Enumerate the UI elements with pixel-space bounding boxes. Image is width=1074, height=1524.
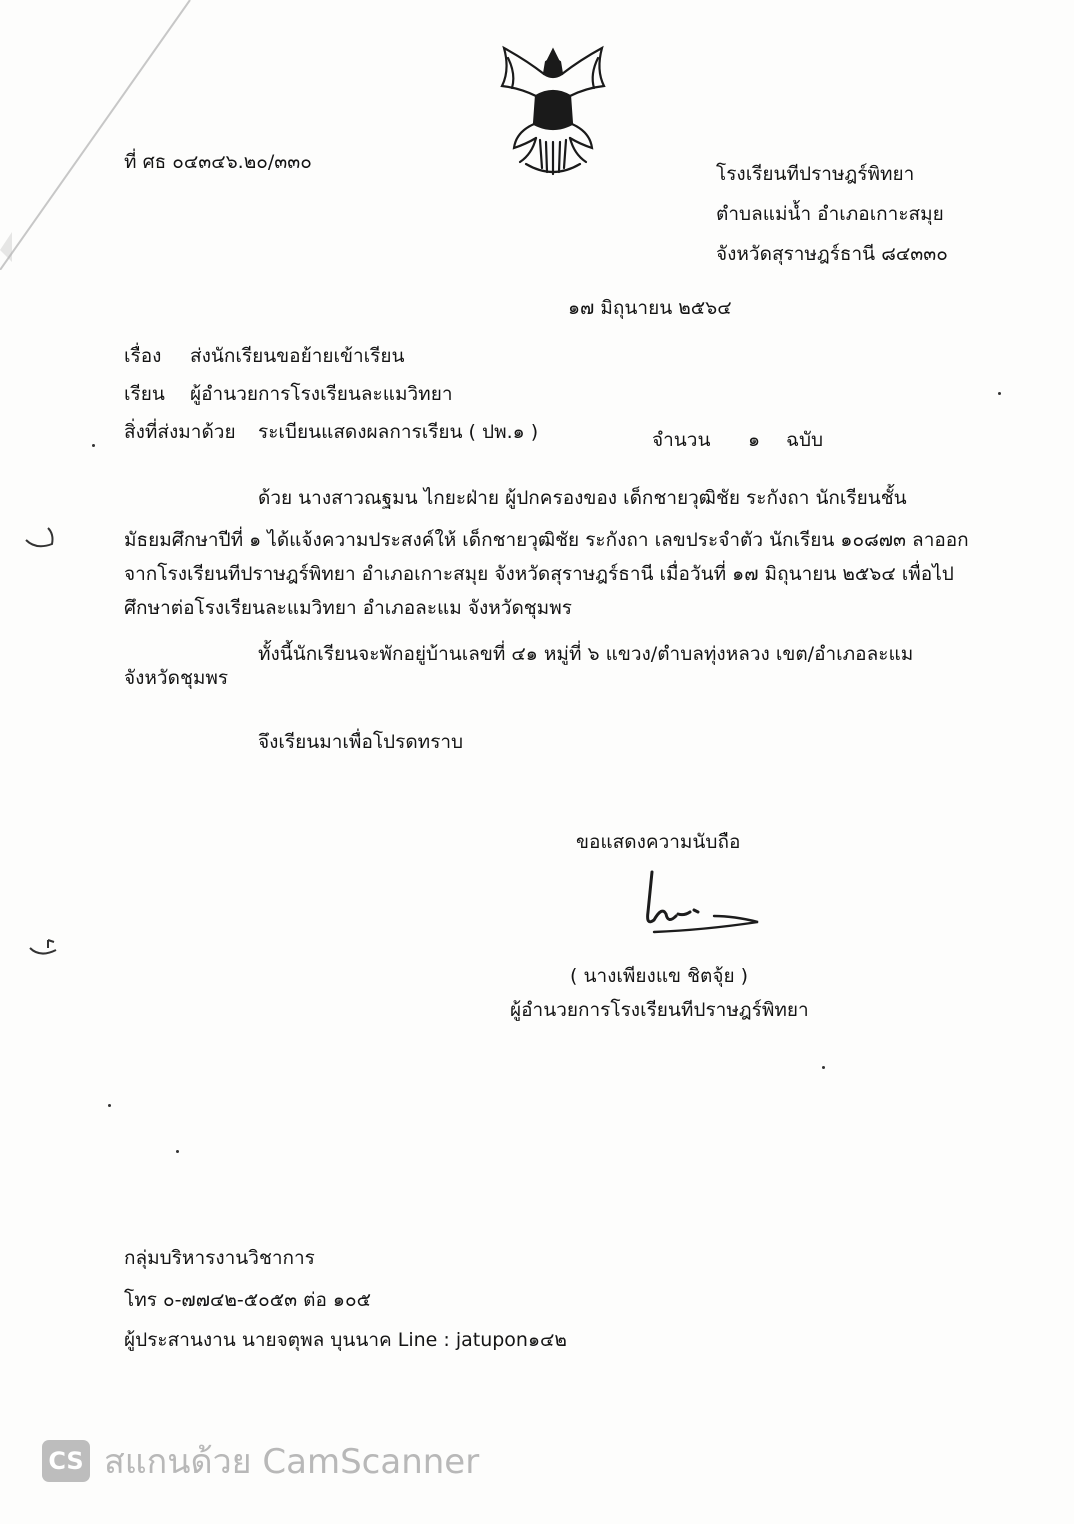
subject-label: เรื่อง: [124, 345, 162, 367]
subject-text: ส่งนักเรียนขอย้ายเข้าเรียน: [190, 345, 405, 367]
scan-speck: [998, 392, 1001, 395]
footer-phone: โทร ๐-๗๗๔๒-๕๐๕๓ ต่อ ๑๐๕: [124, 1289, 371, 1311]
body-paragraph-1-line-3: จากโรงเรียนทีปราษฎร์พิทยา อำเภอเกาะสมุย จังหวัดสุราษฎร์ธานี เมื่อวันที่ ๑๗ มิถุนายน ๒๕๖๔ เพื่อไป: [124, 563, 954, 585]
body-paragraph-2-line-1: ทั้งนี้นักเรียนจะพักอยู่บ้านเลขที่ ๔๑ หมู่ที่ ๖ แขวง/ตำบลทุ่งหลวง เขต/อำเภอละแม: [258, 643, 914, 665]
scan-speck: [92, 444, 95, 447]
hole-punch-mark-icon: [20, 520, 60, 560]
sender-address-line-3: จังหวัดสุราษฎร์ธานี ๘๔๓๓๐: [716, 243, 948, 265]
enclosure-quantity-label: จำนวน: [652, 429, 711, 451]
letter-date: ๑๗ มิถุนายน ๒๕๖๔: [568, 297, 732, 319]
body-paragraph-1-line-1: ด้วย นางสาวณฐมน ไกยะฝ่าย ผู้ปกครองของ เด็กชายวุฒิชัย ระกังถา นักเรียนชั้น: [258, 487, 907, 509]
signer-title: ผู้อำนวยการโรงเรียนทีปราษฎร์พิทยา: [510, 999, 809, 1021]
closing-sentence: จึงเรียนมาเพื่อโปรดทราบ: [258, 731, 464, 753]
recipient-text: ผู้อำนวยการโรงเรียนละแมวิทยา: [190, 383, 453, 405]
footer-coordinator: ผู้ประสานงาน นายจตุพล บุนนาค Line : jatupon๑๔๒: [124, 1329, 567, 1351]
footer-department: กลุ่มบริหารงานวิชาการ: [124, 1247, 315, 1269]
enclosure-label: สิ่งที่ส่งมาด้วย: [124, 421, 236, 443]
body-paragraph-2-line-2: จังหวัดชุมพร: [124, 667, 229, 689]
reference-number: ที่ ศธ ๐๔๓๔๖.๒๐/๓๓๐: [124, 151, 312, 173]
scan-speck: [176, 1150, 179, 1153]
recipient-label: เรียน: [124, 383, 165, 405]
paper-fold-shadow: [0, 0, 200, 270]
scan-speck: [822, 1066, 825, 1069]
camscanner-logo-icon: CS: [42, 1440, 90, 1482]
sender-address-line-1: โรงเรียนทีปราษฎร์พิทยา: [716, 163, 915, 185]
handwritten-signature: [624, 866, 764, 946]
body-paragraph-1-line-2: มัธยมศึกษาปีที่ ๑ ได้แจ้งความประสงค์ให้ เด็กชายวุฒิชัย ระกังถา เลขประจำตัว นักเรียน ๑๐๘๗๓ ลาออก: [124, 529, 969, 551]
complimentary-close: ขอแสดงความนับถือ: [576, 831, 741, 853]
sender-address-line-2: ตำบลแม่น้ำ อำเภอเกาะสมุย: [716, 203, 944, 225]
enclosure-quantity-unit: ฉบับ: [786, 429, 824, 451]
camscanner-watermark: สแกนด้วย CamScanner: [104, 1442, 480, 1482]
enclosure-quantity-value: ๑: [748, 429, 761, 451]
garuda-emblem-icon: [496, 40, 610, 178]
scan-speck: [108, 1104, 111, 1107]
body-paragraph-1-line-4: ศึกษาต่อโรงเรียนละแมวิทยา อำเภอละแม จังหวัดชุมพร: [124, 597, 572, 619]
signer-name: ( นางเพียงแข ชิตจุ้ย ): [570, 965, 749, 987]
hole-punch-mark-icon: [24, 928, 64, 968]
enclosure-text: ระเบียนแสดงผลการเรียน ( ปพ.๑ ): [258, 421, 539, 443]
